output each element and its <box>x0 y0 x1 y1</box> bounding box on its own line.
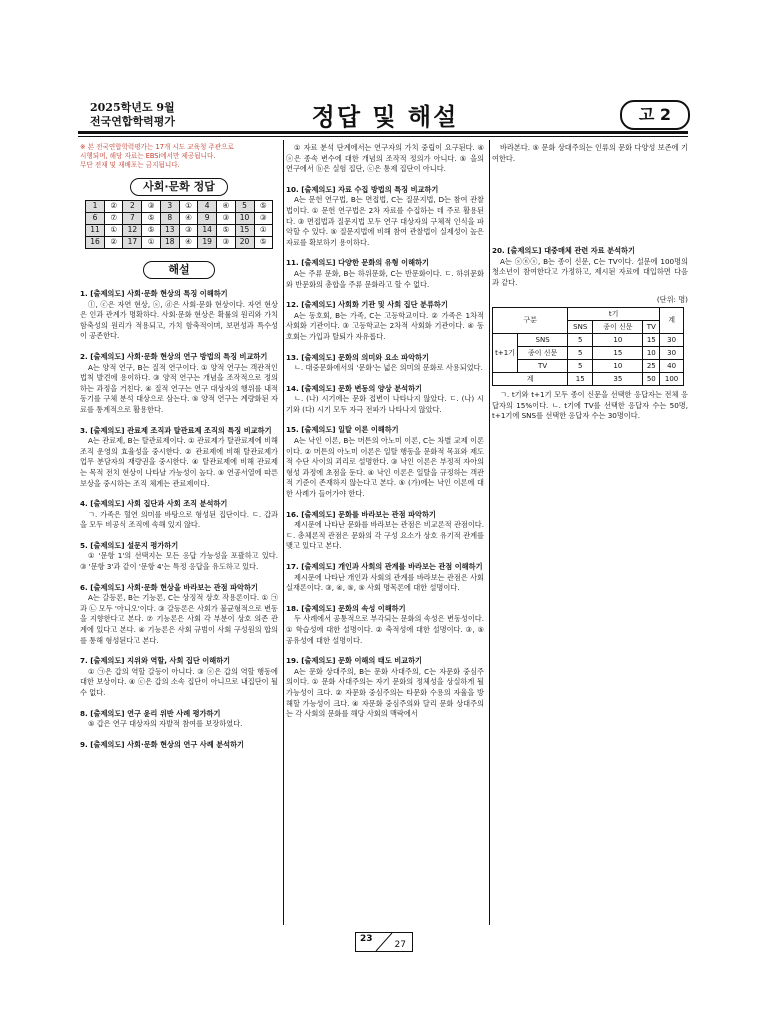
answer-row <box>86 225 273 237</box>
answer-row <box>86 201 273 213</box>
question-body: A는 문헌 연구법, B는 면접법, C는 질문지법, D는 참여 관찰법이다. ① 문헌 연구법은 2차 자료를 수집하는 데 주로 활용된다. ③ 면접법과 질문지법 모두 연구 대상자의 구체적 인식을 파악할 수 있다. ⑤ 질문지법에 비해 참여 관찰법이 실제성이 높은 자료를 확보하기 용이하다. <box>286 195 484 247</box>
answer-row <box>86 237 273 249</box>
question-body: 두 사례에서 공통적으로 부각되는 문화의 속성은 변동성이다. ① 학습성에 대한 설명이다. ② 축적성에 대한 설명이다. ③, ⑤ 공유성에 대한 설명이다. <box>286 614 484 645</box>
question-body: ⓛ, ⓒ은 자연 현상, ⓢ, ⓓ은 사회·문화 현상이다. 자연 현상은 인과 관계가 명확하다. 사회·문화 현상은 확률의 원리와 가치함축성의 원리가 적용되고, 가치 함축적이며, 보편성과 특수성이 공존한다. <box>80 299 278 341</box>
question-body: A는 갈등론, B는 기능론, C는 상징적 상호 작용론이다. ① ㉠과 ㉡ 모두 '아니오'이다. ③ 갈등론은 사회가 불균형적으로 변동을 지향한다고 본다. ⑦ 기능론은 사회 각 부분이 상호 의존 관계에 있다고 본다. ④ 기능론은 사회 규범이 사회 구성원의 합의를 통해 형성된다고 본다. <box>80 593 278 645</box>
table-cell: 30 <box>660 334 684 347</box>
answer-section-title: 사회·문화 정답 <box>130 178 228 196</box>
column-left <box>80 143 278 750</box>
explanation-continued: 바라본다. ⑤ 문화 상대주의는 인류의 문화 다양성 보존에 기여한다. <box>492 143 688 163</box>
answer-question-number: 2 <box>123 201 142 213</box>
answer-question-number: 14 <box>198 225 217 237</box>
question-title: 14. [출제의도] 문화 변동의 양상 분석하기 <box>286 383 422 393</box>
table-cell: 15 <box>643 334 660 347</box>
question-title: 11. [출제의도] 다양한 문화의 유형 이해하기 <box>286 258 429 268</box>
question-body: A는 관료제, B는 탈관료제이다. ① 관료제가 탈관료제에 비해 조직 운영의 효율성을 중시한다. ② 관료제에 비해 탈관료제가 업무 분담자의 재량권을 중시한다. ④ 탈관료제에 비해 관료제는 목적 전치 현상이 나타날 가능성이 높다. ⑤ 연공서열에 따른 보상을 중시하는 조직 체계는 관료제이다. <box>80 436 278 488</box>
question-title: 16. [출제의도] 문화를 바라보는 관점 파악하기 <box>286 509 436 519</box>
explanation-list <box>286 143 484 720</box>
answer-question-number: 16 <box>86 237 105 249</box>
notice-line: 무단 전재 및 재배포는 금지됩니다. <box>80 161 180 169</box>
page-number <box>355 932 413 952</box>
page-total: 27 <box>394 940 406 950</box>
table-row-group: t+1기 <box>493 334 518 373</box>
answer-question-number: 12 <box>123 225 142 237</box>
survey-table <box>492 307 684 386</box>
answer-choice: ② <box>105 201 123 213</box>
exam-name: 전국연합학력평가 <box>90 115 176 128</box>
question-title: 7. [출제의도] 지위와 역할, 사회 집단 이해하기 <box>80 656 231 666</box>
answer-choice: ③ <box>254 213 272 225</box>
table-header-group: 구분 <box>493 308 568 334</box>
page-title: 정답 및 해설 <box>311 103 459 131</box>
page-current: 23 <box>360 934 373 944</box>
question-body: A는 낙인 이론, B는 머튼의 아노미 이론, C는 차별 교제 이론이다. ② 머튼의 아노미 이론은 일탈 행동을 문화적 목표와 제도적 수단 사이의 괴리로 설명한다. ③ 낙인 이론은 부정적 자아의 형성 과정에 초점을 둔다. ④ 낙인 이론은 일탈을 규정하는 객관적 기준이 존재하지 않는다고 본다. ⑤ (가)에는 낙인 이론에 대한 사례가 들어가야 한다. <box>286 436 484 499</box>
question-body: ① '문항 1'의 선택지는 모든 응답 가능성을 포괄하고 있다. ③ '문항 3'과 같이 '문항 4'는 특정 응답을 유도하고 있다. <box>80 551 278 572</box>
answer-choice: ② <box>105 237 123 249</box>
table-cell: 10 <box>593 334 643 347</box>
question-body: A는 동호회, B는 가족, C는 고등학교이다. ② 가족은 1차적 사회화 기관이다. ③ 고등학교는 2차적 사회화 기관이다. ④ 동호회는 가입과 탈퇴가 자유롭다. <box>286 310 484 341</box>
table-cell: 10 <box>643 347 660 360</box>
question-body: ㄱ. 가족은 혈연 의미를 바탕으로 형성된 집단이다. ㄷ. 갑과 을 모두 비공식 조직에 속해 있지 않다. <box>80 509 278 530</box>
answer-choice: ④ <box>217 201 235 213</box>
table-cell: 30 <box>660 347 684 360</box>
question-body: A는 주류 문화, B는 하위문화, C는 반문화이다. ㄷ. 하위문화와 반문화의 총합을 주류 문화라고 할 수 없다. <box>286 268 484 289</box>
answer-question-number: 20 <box>235 237 254 249</box>
answer-choice: ③ <box>217 213 235 225</box>
answer-question-number: 13 <box>160 225 179 237</box>
answer-choice: ① <box>179 201 197 213</box>
answer-choice: ⑤ <box>217 225 235 237</box>
answer-choice: ③ <box>217 237 235 249</box>
question-body: A는 ⓢⓝⓢ, B는 종이 신문, C는 TV이다. 설문에 100명의 청소년이 참여한다고 가정하고, 제시된 자료에 대입하면 다음과 같다. <box>492 256 688 287</box>
table-col-header: TV <box>643 321 660 334</box>
column-right <box>492 143 688 422</box>
question-title: 4. [출제의도] 사회 집단과 사회 조직 분석하기 <box>80 499 228 509</box>
question-body: ① ㉠은 갑의 역할 갈등이 아니다. ③ ⓢ은 갑의 역할 행동에 대한 보상이다. ④ ⓒ은 갑의 소속 집단이 아니므로 내집단이 될 수 없다. <box>80 666 278 697</box>
notice-line: 시행되며, 해당 자료는 EBSi에서만 제공됩니다. <box>80 152 216 160</box>
answer-question-number: 9 <box>198 213 217 225</box>
table-cell: 5 <box>568 347 593 360</box>
answer-question-number: 5 <box>235 201 254 213</box>
explanation-title: 해설 <box>143 261 215 279</box>
table-cell: 50 <box>643 373 660 386</box>
table-cell: 100 <box>660 373 684 386</box>
answer-question-number: 7 <box>123 213 142 225</box>
answer-question-number: 6 <box>86 213 105 225</box>
answer-row <box>86 213 273 225</box>
question-title: 19. [출제의도] 문화 이해의 태도 비교하기 <box>286 656 422 666</box>
table-cell: 35 <box>593 373 643 386</box>
copyright-notice <box>80 143 278 170</box>
answer-question-number: 3 <box>160 201 179 213</box>
answer-question-number: 11 <box>86 225 105 237</box>
question-title: 5. [출제의도] 설문지 평가하기 <box>80 540 179 550</box>
column-divider <box>489 140 490 925</box>
table-col-header: 종이 신문 <box>593 321 643 334</box>
table-cell: 15 <box>593 347 643 360</box>
question-body: ㄴ. (나) 시기에는 문화 접변이 나타나지 않았다. ㄷ. (나) 시기와 (다) 시기 모두 자극 전파가 나타나지 않았다. <box>286 394 484 414</box>
answer-choice: ④ <box>179 237 197 249</box>
question-body: A는 문화 상대주의, B는 문화 사대주의, C는 자문화 중심주의이다. ① 문화 사대주의는 자기 문화의 정체성을 상실하게 될 가능성이 크다. ② 자문화 중심주의는 타문화 수용의 자율을 방해할 가능성이 크다. ④ 자문화 중심주의와 달리 문화 상대주의는 각 사회의 문화를 해당 사회의 맥락에서 <box>286 666 484 719</box>
question-body: ㄴ. 대중문화에서의 '문화'는 넓은 의미의 문화로 사용되었다. <box>294 363 483 373</box>
question-title: 18. [출제의도] 문화의 속성 이해하기 <box>286 603 406 613</box>
question-title: 1. [출제의도] 사회·문화 현상의 특징 이해하기 <box>80 289 228 298</box>
answer-question-number: 1 <box>86 201 105 213</box>
answer-choice: ① <box>142 237 160 249</box>
question-body: ㄱ. t기와 t+1기 모두 종이 신문을 선택한 응답자는 전체 응답자의 15%이다. ㄴ. t기에 TV를 선택한 응답자 수는 50명, t+1기에 SNS를 선택한 응답자 수는 30명이다. <box>492 390 688 421</box>
grade-badge: 고 2 <box>620 100 690 130</box>
question-title: 3. [출제의도] 관료제 조직과 탈관료제 조직의 특징 비교하기 <box>80 425 272 435</box>
question-title: 8. [출제의도] 연구 윤리 위반 사례 평가하기 <box>80 708 221 718</box>
table-col-header: SNS <box>568 321 593 334</box>
answer-question-number: 4 <box>198 201 217 213</box>
answer-choice: ④ <box>179 213 197 225</box>
table-cell: 40 <box>660 360 684 373</box>
question-title: 2. [출제의도] 사회·문화 현상의 연구 방법의 특징 비교하기 <box>80 351 268 361</box>
table-row-label: SNS <box>518 334 568 347</box>
table-unit: (단위: 명) <box>656 294 688 304</box>
table-cell: 25 <box>643 360 660 373</box>
question-body: ⑤ 갑은 연구 대상자의 자발적 참여를 보장하였다. <box>88 719 243 729</box>
header-rule-thick <box>78 131 688 134</box>
question-body: 제시문에 나타난 개인과 사회의 관계를 바라보는 관점은 사회 실재론이다. ③, ④, ⑤, ⑤ 사회 명목론에 대한 설명이다. <box>286 572 484 593</box>
answer-choice: ③ <box>142 201 160 213</box>
answer-choice: ⑤ <box>254 237 272 249</box>
table-row-label: TV <box>518 360 568 373</box>
answer-choice: ③ <box>179 225 197 237</box>
exam-year: 2025학년도 9월 <box>90 101 175 114</box>
exam-info <box>90 101 175 129</box>
question-title: 13. [출제의도] 문화의 의미와 요소 파악하기 <box>286 352 429 362</box>
question-body: ① 자료 분석 단계에서는 연구자의 가치 중립이 요구된다. ④ ⓢ은 종속 변수에 대한 개념의 조작적 정의가 아니다. ⑤ 을의 연구에서 ⓑ은 실험 집단, ⓒ은 통제 집단이 아니다. <box>286 143 484 174</box>
table-header-t: t기 <box>568 308 660 321</box>
answer-choice: ⑤ <box>254 201 272 213</box>
question-title: 6. [출제의도] 사회·문화 현상을 바라보는 관점 파악하기 <box>80 582 258 592</box>
table-row-label: 종이 신문 <box>518 347 568 360</box>
answer-choice: ⑦ <box>105 213 123 225</box>
table-cell: 15 <box>568 373 593 386</box>
answer-choice: ① <box>254 225 272 237</box>
notice-line: ※ 본 전국연합학력평가는 17개 시도 교육청 주관으로 <box>80 143 234 151</box>
table-header-total: 계 <box>660 308 684 334</box>
table-cell: 10 <box>593 360 643 373</box>
table-cell: 5 <box>568 334 593 347</box>
question-title: 17. [출제의도] 개인과 사회의 관계를 바라보는 관점 이해하기 <box>286 562 483 571</box>
answer-choice: ⑤ <box>142 225 160 237</box>
answer-choice: ⑤ <box>142 213 160 225</box>
column-middle <box>286 143 484 720</box>
question-title: 9. [출제의도] 사회·문화 현상의 연구 사례 분석하기 <box>80 739 244 749</box>
answer-question-number: 17 <box>123 237 142 249</box>
explanation-list <box>80 289 278 750</box>
answer-question-number: 18 <box>160 237 179 249</box>
answer-question-number: 15 <box>235 225 254 237</box>
question-title: 20. [출제의도] 대중매체 관련 자료 분석하기 <box>492 246 635 256</box>
question-title: 15. [출제의도] 일탈 이론 이해하기 <box>286 425 399 435</box>
table-cell: 5 <box>568 360 593 373</box>
question-title: 10. [출제의도] 자료 수집 방법의 특징 비교하기 <box>286 184 439 194</box>
answer-question-number: 8 <box>160 213 179 225</box>
answer-choice: ① <box>105 225 123 237</box>
header-rule-thin <box>78 136 688 137</box>
question-body: 제시문에 나타난 문화를 바라보는 관점은 비교론적 관점이다. ㄷ. 총체론적 관점은 문화의 각 구성 요소가 상호 유기적 관계를 맺고 있다고 본다. <box>286 520 484 551</box>
question-body: A는 양적 연구, B는 질적 연구이다. ① 양적 연구는 객관적인 법칙 발견에 용이하다. ③ 양적 연구는 개념을 조작적으로 정의하는 과정을 거친다. ④ 질적 연구는 연구 대상자의 행위를 내적 동기를 구체 분석 대상으로 삼는다. ⑤ 양적 연구는 계량화된 자료를 통계적으로 활용한다. <box>80 362 278 414</box>
answer-question-number: 19 <box>198 237 217 249</box>
column-divider <box>283 140 284 925</box>
answer-question-number: 10 <box>235 213 254 225</box>
question-title: 12. [출제의도] 사회화 기관 및 사회 집단 분류하기 <box>286 300 448 310</box>
table-total-label: 계 <box>493 373 568 386</box>
answer-table <box>85 200 273 249</box>
